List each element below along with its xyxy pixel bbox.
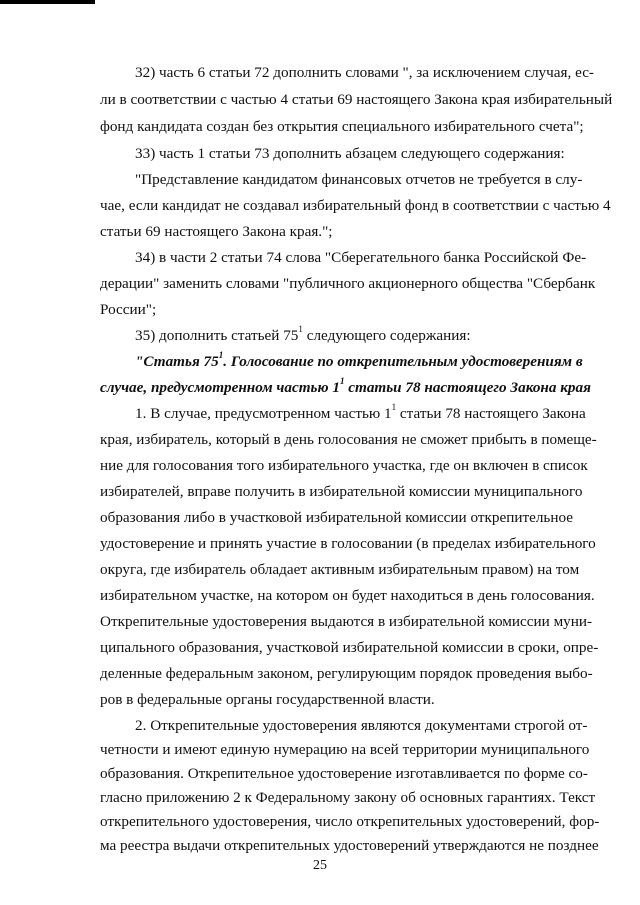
text-line: ли в соответствии с частью 4 статьи 69 настоящего Закона края избирательный (100, 91, 613, 108)
text-line: 33) часть 1 статьи 73 дополнить абзацем следующего содержания: (135, 145, 565, 162)
text-line: 35) дополнить статьей $75^1$ следующего содержания: (135, 323, 471, 344)
text-line: России"; (100, 301, 157, 318)
text-line: удостоверение и принять участие в голосовании (в пределах избирательного (100, 535, 596, 552)
text-line: "Представление кандидатом финансовых отчетов не требуется в слу- (135, 171, 583, 188)
text-line: фонд кандидата создан без открытия специального избирательного счета"; (100, 118, 584, 135)
article-heading-line: "Статья $75^1$. Голосование по открепительным удостоверениям в (135, 349, 583, 370)
text-line: образования либо в участковой избирательной комиссии открепительное (100, 509, 574, 526)
text-line: 34) в части 2 статьи 74 слова "Сберегательного банка Российской Фе- (135, 249, 587, 266)
text-line: 2. Открепительные удостоверения являются документами строгой от- (135, 717, 588, 734)
text-line: деленные федеральным законом, регулирующим порядок проведения выбо- (100, 665, 593, 682)
text-line: образования. Открепительное удостоверение изготавливается по форме со- (100, 765, 588, 782)
text-line: ма реестра выдачи открепительных удостоверений утверждаются не позднее (100, 837, 599, 854)
text-line: 1. В случае, предусмотренном частью $1^1$ статьи 78 настоящего Закона (135, 401, 586, 422)
text-line: ципального образования, участковой избирательной комиссии в сроки, опре- (100, 639, 599, 656)
text-line: статьи 69 настоящего Закона края."; (100, 223, 333, 240)
text-line: четности и имеют единую нумерацию на всей территории муниципального (100, 741, 590, 758)
text-line: избирателей, вправе получить в избирательной комиссии муниципального (100, 483, 583, 500)
text-line: гласно приложению 2 к Федеральному закону об основных гарантиях. Текст (100, 789, 596, 806)
text-line: округа, где избиратель обладает активным избирательным правом) на том (100, 561, 580, 578)
text-line: открепительного удостоверения, число открепительных удостоверений, фор- (100, 813, 600, 830)
text-line: ров в федеральные органы государственной власти. (100, 691, 435, 708)
text-line: края, избиратель, который в день голосования не сможет прибыть в помеще- (100, 431, 597, 448)
text-line: дерации" заменить словами "публичного акционерного общества "Сбербанк (100, 275, 596, 292)
text-line: чае, если кандидат не создавал избирательный фонд в соответствии с частью 4 (100, 197, 611, 214)
page-number: 25 (313, 858, 327, 873)
article-heading-line: случае, предусмотренном частью $1^1$ статьи 78 настоящего Закона края (100, 375, 591, 396)
text-line: 32) часть 6 статьи 72 дополнить словами ", за исключением случая, ес- (135, 64, 594, 81)
text-line: избирательном участке, на котором он будет находиться в день голосования. (100, 587, 595, 604)
text-line: Открепительные удостоверения выдаются в избирательной комиссии муни- (100, 613, 593, 630)
text-line: ние для голосования того избирательного участка, где он включен в список (100, 457, 588, 474)
